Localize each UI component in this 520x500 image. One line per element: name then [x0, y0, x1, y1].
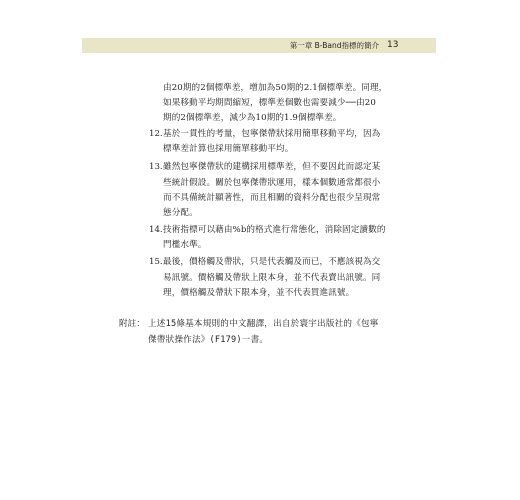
list-item-line: 門檻水準。 [163, 240, 207, 250]
footnote-line: 傑帶狀操作法》(F179)一書。 [148, 335, 269, 345]
page-number: 13 [387, 40, 399, 50]
list-item-line: 標準差計算也採用簡單移動平均。 [163, 144, 294, 154]
list-item-number: 14. [149, 225, 163, 235]
footnote-label: 附註： [119, 319, 145, 329]
list-item-line: 技術指標可以藉由%b的格式進行常態化，消除固定讀數的 [163, 225, 386, 235]
continuation-line: 如果移動平均期間縮短，標準差個數也需要減少──由20 [163, 98, 376, 108]
list-item-line: 而不具備統計顯著性，而且相關的資料分配也很少呈現常 [163, 193, 381, 203]
continuation-line: 期的2個標準差，減少為10期的1.9個標準差。 [163, 113, 342, 123]
list-item-line: 雖然包寧傑帶狀的建構採用標準差，但不要因此而認定某 [163, 162, 381, 172]
list-item-number: 15. [149, 257, 163, 267]
list-item-line: 態分配。 [163, 208, 198, 218]
list-item-line: 理，價格觸及帶狀下限本身，並不代表買進訊號。 [163, 288, 355, 298]
list-item-number: 13. [149, 162, 163, 172]
running-header-band [82, 38, 436, 53]
footnote-line: 上述15條基本規則的中文翻譯，出自於寰宇出版社的《包寧 [148, 319, 379, 329]
chapter-title: 第一章 B-Band指標的簡介 [289, 41, 379, 50]
list-item-line: 些統計假設。關於包寧傑帶狀運用，樣本個數通常都很小 [163, 178, 381, 188]
list-item-number: 12. [149, 129, 163, 139]
list-item-line: 最後，價格觸及帶狀，只是代表觸及而已，不應該視為交 [163, 257, 381, 267]
list-item-line: 易訊號。價格觸及帶狀上限本身，並不代表賣出訊號。同 [163, 273, 381, 283]
continuation-line: 由20期的2個標準差，增加為50期的2.1個標準差。同理， [163, 83, 388, 93]
list-item-line: 基於一貫性的考量，包寧傑帶狀採用簡單移動平均，因為 [163, 129, 381, 139]
